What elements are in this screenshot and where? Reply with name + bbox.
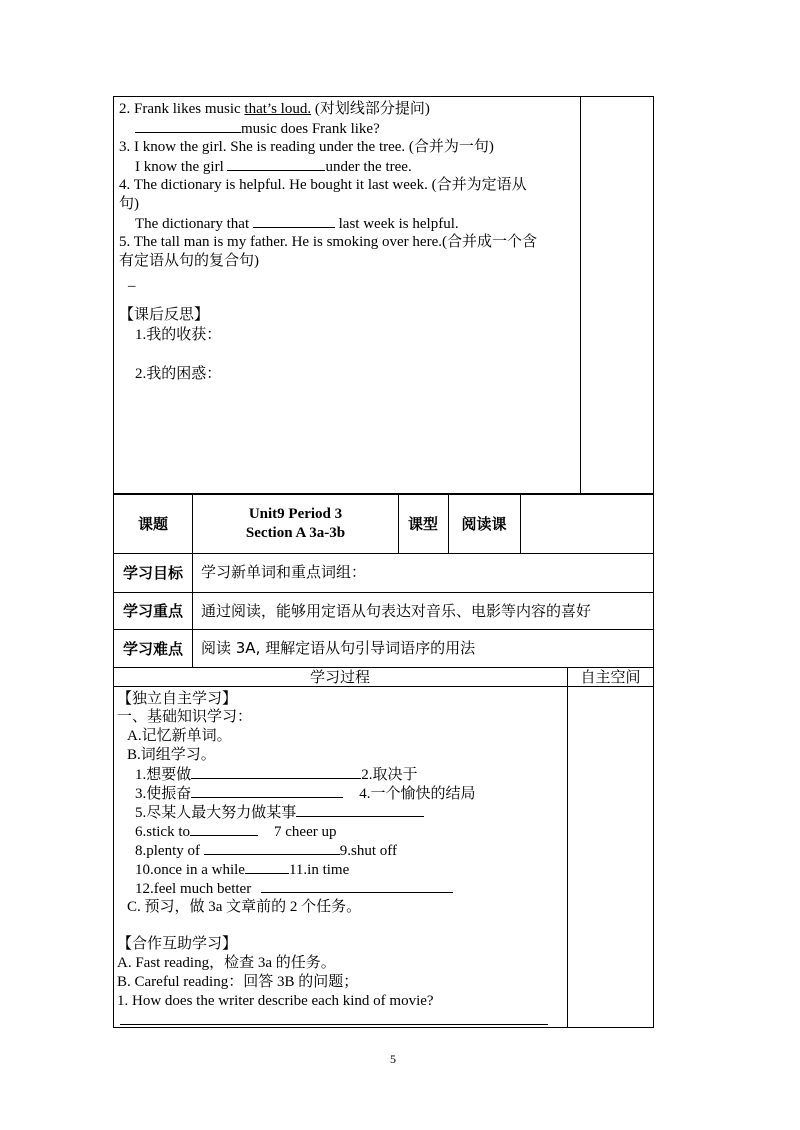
reflection-item-doubts: 2.我的困惑：	[135, 366, 222, 382]
focus-label: 学习重点	[122, 602, 183, 620]
difficulty-value: 阅读 3A, 理解定语从句引导词语序的用法	[201, 639, 476, 657]
difficulty-label: 学习难点	[122, 639, 183, 658]
answer-blank[interactable]	[204, 841, 340, 855]
topic-label: 课题	[137, 515, 168, 533]
phrase-row-2	[135, 784, 476, 803]
question-5-answer-mark: _	[128, 273, 136, 289]
cooperative-b: B. Careful reading：回答 3B 的问题；	[117, 974, 359, 990]
phrase-7: 7 cheer up	[274, 824, 337, 840]
question-3: 3. I know the girl. She is reading under the tree. (合并为一句)	[119, 139, 494, 155]
answer-blank[interactable]	[245, 860, 289, 874]
answer-blank[interactable]	[191, 765, 361, 779]
item-a: A.记忆新单词。	[127, 728, 232, 744]
answer-blank[interactable]	[227, 157, 325, 171]
phrase-row-1	[135, 765, 418, 784]
page-number: 5	[390, 1052, 396, 1066]
question-4-answer-tail: last week is helpful.	[334, 216, 459, 232]
type-label: 课型	[407, 515, 438, 533]
phrase-11: 11.in time	[288, 862, 350, 878]
table-row-divider	[113, 553, 654, 554]
phrase-row-4	[135, 822, 336, 841]
goal-label: 学习目标	[122, 564, 183, 582]
answer-blank[interactable]	[191, 784, 343, 798]
phrase-12: 12.feel much better	[135, 881, 252, 897]
phrase-row-3	[135, 803, 424, 822]
basic-knowledge-heading: 一、基础知识学习：	[117, 709, 253, 725]
phrase-3: 3.使振奋	[135, 786, 192, 802]
exercise-side-divider	[580, 96, 581, 494]
reflection-heading: 【课后反思】	[119, 307, 210, 323]
table-divider	[567, 667, 568, 1028]
answer-blank[interactable]	[296, 803, 424, 817]
phrase-row-5	[135, 841, 397, 860]
question-3-answer-tail: under the tree.	[325, 159, 412, 175]
question-5-line-1: 5. The tall man is my father. He is smoking over here.(合并成一个含	[119, 234, 537, 250]
question-2-prefix: 2. Frank likes music	[119, 101, 245, 117]
item-c: C. 预习，做 3a 文章前的 2 个任务。	[127, 899, 362, 915]
cooperative-heading: 【合作互助学习】	[117, 936, 238, 952]
phrase-5: 5.尽某人最大努力做某事	[135, 805, 297, 821]
question-4-line-2: 句)	[119, 196, 139, 212]
question-2-underlined: that’s loud.	[244, 101, 312, 117]
question-2-answer	[135, 119, 380, 138]
table-row-divider	[113, 686, 654, 687]
phrase-6: 6.stick to	[135, 824, 190, 840]
item-b: B.词组学习。	[127, 747, 216, 763]
phrase-1: 1.想要做	[135, 767, 192, 783]
phrase-8: 8.plenty of	[135, 843, 204, 859]
question-5-line-2: 有定语从句的复合句)	[119, 253, 259, 269]
question-3-answer	[135, 157, 412, 176]
answer-blank[interactable]	[253, 214, 335, 228]
phrase-9: 9.shut off	[339, 843, 397, 859]
topic-title-line-2: Section A 3a-3b	[245, 524, 346, 541]
question-4-answer	[135, 214, 459, 233]
question-2-answer-tail: music does Frank like?	[241, 121, 380, 137]
question-2-suffix: (对划线部分提问)	[311, 101, 430, 117]
topic-title-line-1: Unit9 Period 3	[248, 505, 343, 522]
phrase-10: 10.once in a while	[135, 862, 245, 878]
phrase-row-6	[135, 860, 349, 879]
question-4-line-1: 4. The dictionary is helpful. He bought it last week. (合并为定语从	[119, 177, 527, 193]
cooperative-question-1: 1. How does the writer describe each kind of movie?	[117, 993, 434, 1009]
focus-value: 通过阅读，能够用定语从句表达对音乐、电影等内容的喜好	[201, 602, 592, 620]
goal-value: 学习新单词和重点词组：	[201, 563, 367, 581]
answer-blank[interactable]	[190, 822, 258, 836]
type-value: 阅读课	[461, 515, 507, 533]
space-label: 自主空间	[580, 668, 641, 686]
question-2	[119, 100, 430, 118]
table-divider	[520, 494, 521, 553]
topic-title	[193, 494, 398, 553]
reflection-item-gains: 1.我的收获：	[135, 327, 222, 343]
answer-blank[interactable]	[261, 879, 453, 893]
self-study-heading: 【独立自主学习】	[117, 691, 238, 707]
answer-line[interactable]	[120, 1024, 548, 1025]
question-3-answer-head: I know the girl	[135, 159, 228, 175]
table-row-divider	[113, 592, 654, 593]
phrase-row-7	[135, 879, 453, 898]
phrase-4: 4.一个愉快的结局	[359, 786, 476, 802]
answer-blank[interactable]	[135, 119, 241, 133]
table-row-divider	[113, 629, 654, 630]
question-4-answer-head: The dictionary that	[135, 216, 253, 232]
cooperative-a: A. Fast reading，检查 3a 的任务。	[117, 955, 336, 971]
phrase-2: 2.取决于	[361, 767, 418, 783]
process-label: 学习过程	[309, 668, 370, 686]
